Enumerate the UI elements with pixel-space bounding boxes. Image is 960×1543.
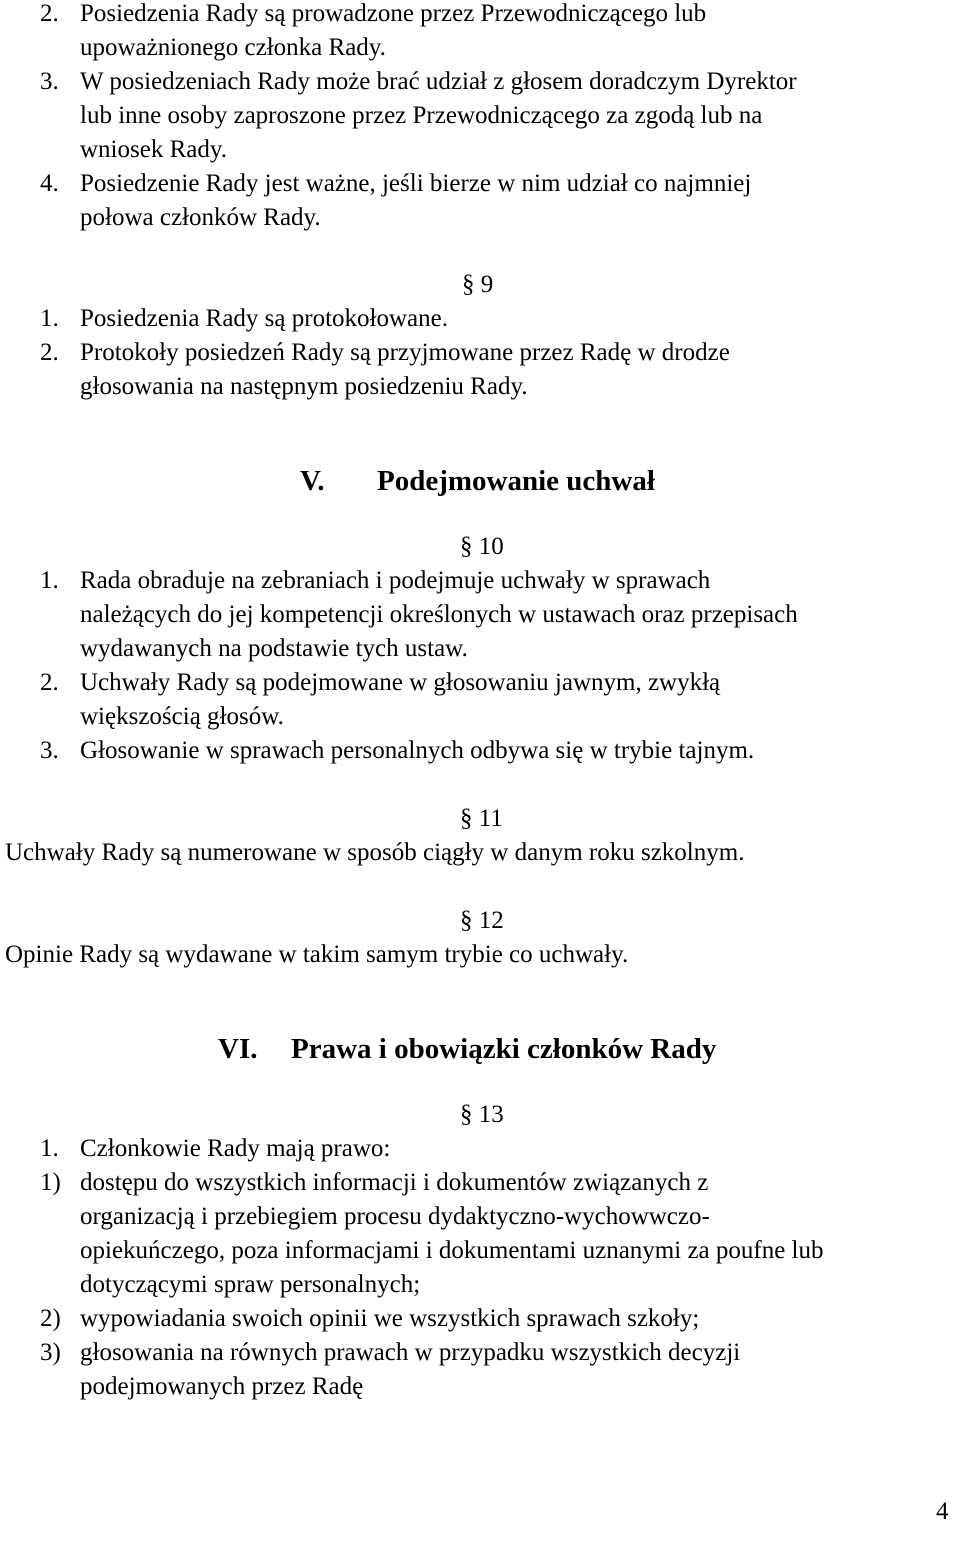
list-number: 1. xyxy=(40,305,59,332)
paragraph-line: Protokoły posiedzeń Rady są przyjmowane przez Radę w drodze xyxy=(80,339,730,366)
list-number: 1. xyxy=(40,567,59,594)
section-heading: § 9 xyxy=(462,271,494,298)
paragraph-line: dotyczącymi spraw personalnych; xyxy=(80,1271,421,1298)
paragraph-line: Uchwały Rady są podejmowane w głosowaniu jawnym, zwykłą xyxy=(80,669,721,696)
section-heading: § 11 xyxy=(460,805,503,832)
list-number: 2. xyxy=(40,339,59,366)
paragraph-line: wniosek Rady. xyxy=(80,136,227,163)
paragraph-line: Głosowanie w sprawach personalnych odbywa się w trybie tajnym. xyxy=(80,737,755,764)
paragraph-line: Posiedzenie Rady jest ważne, jeśli bierze w nim udział co najmniej xyxy=(80,170,752,197)
chapter-number: VI. xyxy=(218,1033,258,1065)
list-number: 3. xyxy=(40,737,59,764)
list-number: 2. xyxy=(40,0,59,27)
section-heading: § 10 xyxy=(460,533,504,560)
paragraph-line: Posiedzenia Rady są prowadzone przez Przewodniczącego lub xyxy=(80,0,707,27)
list-number: 1. xyxy=(40,1135,59,1162)
paragraph-line: W posiedzeniach Rady może brać udział z głosem doradczym Dyrektor xyxy=(80,68,797,95)
chapter-number: V. xyxy=(300,465,325,497)
paragraph-line: Uchwały Rady są numerowane w sposób ciągły w danym roku szkolnym. xyxy=(5,839,745,866)
paragraph-line: połowa członków Rady. xyxy=(80,204,321,231)
page-number: 4 xyxy=(936,1498,949,1525)
chapter-title: Podejmowanie uchwał xyxy=(377,465,655,497)
paragraph-line: głosowania na równych prawach w przypadku wszystkich decyzji xyxy=(80,1339,741,1366)
paragraph-line: opiekuńczego, poza informacjami i dokumentami uznanymi za poufne lub xyxy=(80,1237,824,1264)
paragraph-line: wydawanych na podstawie tych ustaw. xyxy=(80,635,468,662)
paragraph-line: Posiedzenia Rady są protokołowane. xyxy=(80,305,448,332)
paragraph-line: podejmowanych przez Radę xyxy=(80,1373,364,1400)
list-number: 1) xyxy=(40,1169,61,1196)
paragraph-line: Rada obraduje na zebraniach i podejmuje uchwały w sprawach xyxy=(80,567,711,594)
paragraph-line: upoważnionego członka Rady. xyxy=(80,34,386,61)
paragraph-line: wypowiadania swoich opinii we wszystkich sprawach szkoły; xyxy=(80,1305,700,1332)
paragraph-line: lub inne osoby zaproszone przez Przewodniczącego za zgodą lub na xyxy=(80,102,763,129)
list-number: 2) xyxy=(40,1305,61,1332)
paragraph-line: organizacją i przebiegiem procesu dydaktyczno-wychowwczo- xyxy=(80,1203,710,1230)
paragraph-line: Członkowie Rady mają prawo: xyxy=(80,1135,391,1162)
paragraph-line: większością głosów. xyxy=(80,703,284,730)
list-number: 4. xyxy=(40,170,59,197)
chapter-title: Prawa i obowiązki członków Rady xyxy=(291,1033,717,1065)
list-number: 3. xyxy=(40,68,59,95)
list-number: 3) xyxy=(40,1339,61,1366)
paragraph-line: należących do jej kompetencji określonych w ustawach oraz przepisach xyxy=(80,601,798,628)
section-heading: § 13 xyxy=(460,1101,504,1128)
list-number: 2. xyxy=(40,669,59,696)
section-heading: § 12 xyxy=(460,907,504,934)
paragraph-line: głosowania na następnym posiedzeniu Rady. xyxy=(80,373,528,400)
paragraph-line: Opinie Rady są wydawane w takim samym trybie co uchwały. xyxy=(5,941,629,968)
paragraph-line: dostępu do wszystkich informacji i dokumentów związanych z xyxy=(80,1169,709,1196)
